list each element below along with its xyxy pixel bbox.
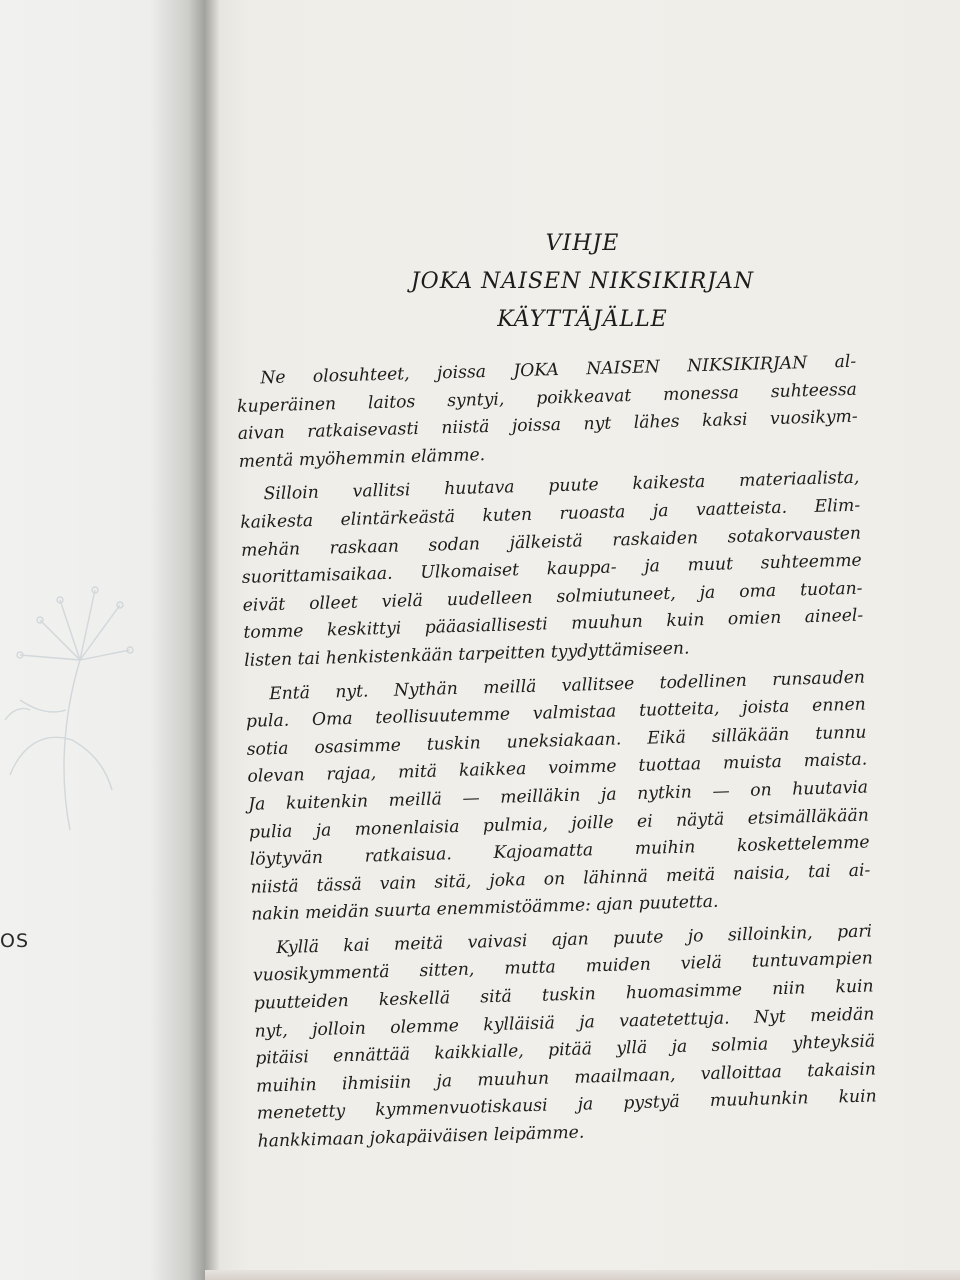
text-line: vuosikymmentä sitten, mutta muiden vielä tuntuvampien bbox=[252, 948, 874, 987]
text-line: nyt, jolloin olemme kylläisiä ja vaatetettuja. Nyt meidän bbox=[254, 1004, 875, 1042]
text-line: suorittamisaikaa. Ulkomaiset kauppa- ja muut suhteemme bbox=[241, 550, 862, 589]
text-line: kuperäinen laitos syntyi, poikkeavat monessa suhteessa bbox=[236, 379, 858, 417]
left-page-text-fragment: OS bbox=[0, 930, 30, 952]
text-line: pula. Oma teollisuutemme valmistaa tuotteita, joista ennen bbox=[245, 694, 866, 732]
text-line: niistä tässä vain sitä, joka on lähinnä meitä naisia, tai ai- bbox=[250, 860, 871, 898]
body-text bbox=[236, 349, 878, 1163]
text-line: mentä myöhemmin elämme. bbox=[238, 444, 486, 472]
text-line: Ne olosuhteet, joissa JOKA NAISEN NIKSIKIRJAN al- bbox=[260, 351, 857, 389]
text-line: mehän raskaan sodan jälkeistä raskaiden sotakorvausten bbox=[240, 523, 862, 561]
text-line: Kyllä kai meitä vaivasi ajan puute jo silloinkin, pari bbox=[275, 921, 873, 958]
text-line: tomme keskittyi pääasiallisesti muuhun kuin omien aineel- bbox=[243, 605, 864, 644]
text-line: puutteiden keskellä sitä tuskin huomasimme niin kuin bbox=[253, 976, 874, 1014]
text-line: aivan ratkaisevasti niistä joissa nyt lähes kaksi vuosikym- bbox=[237, 406, 858, 445]
chapter-heading bbox=[205, 225, 960, 339]
text-line: olevan rajaa, mitä kaikkea voimme tuottaa muista maista. bbox=[247, 749, 868, 788]
text-line: Silloin vallitsi huutava puute kaikesta materiaalista, bbox=[263, 468, 860, 505]
text-line: Entä nyt. Nythän meillä vallitsee todellinen runsauden bbox=[268, 667, 866, 704]
text-line: hankkimaan jokapäiväisen leipämme. bbox=[257, 1122, 585, 1152]
paragraph bbox=[239, 465, 864, 675]
text-line: kaikesta elintärkeästä kuten ruoasta ja vaatteista. Elim- bbox=[240, 495, 861, 533]
text-line: Ja kuitenkin meillä — meilläkin ja nytkin — on huutavia bbox=[247, 777, 869, 815]
text-line: löytyvän ratkaisua. Kajoamatta muihin koskettelemme bbox=[249, 832, 870, 870]
text-line: pulia ja monenlaisia pulmia, joille ei näytä etsimälläkään bbox=[248, 805, 870, 843]
heading-line-1: VIHJE bbox=[545, 231, 620, 256]
heading-line-3: KÄYTTÄJÄLLE bbox=[497, 307, 668, 332]
plant-illustration-icon bbox=[0, 560, 150, 840]
paragraph bbox=[252, 918, 878, 1156]
text-line: eivät olleet vielä uudelleen solmiutuneet, ja oma tuotan- bbox=[242, 578, 863, 616]
text-line: nakin meidän suurta enemmistöämme: ajan puutetta. bbox=[251, 892, 719, 926]
text-line: pitäisi ennättää kaikkialle, pitää yllä ja solmia yhteyksiä bbox=[255, 1031, 876, 1069]
text-line: muihin ihmisiin ja muuhun maailmaan, valloittaa takaisin bbox=[255, 1059, 877, 1097]
text-line: sotia osasimme tuskin uneksiakaan. Eikä silläkään tunnu bbox=[246, 722, 867, 760]
paragraph bbox=[245, 664, 872, 930]
text-line: listen tai henkistenkään tarpeitten tyydyttämiseen. bbox=[243, 638, 690, 671]
text-line: menetetty kymmenvuotiskausi ja pystyä muuhunkin kuin bbox=[256, 1086, 877, 1125]
page-bottom-edge bbox=[205, 1270, 960, 1280]
book-gutter bbox=[150, 0, 220, 1280]
heading-line-2: JOKA NAISEN NIKSIKIRJAN bbox=[410, 269, 755, 294]
paragraph bbox=[236, 349, 859, 477]
